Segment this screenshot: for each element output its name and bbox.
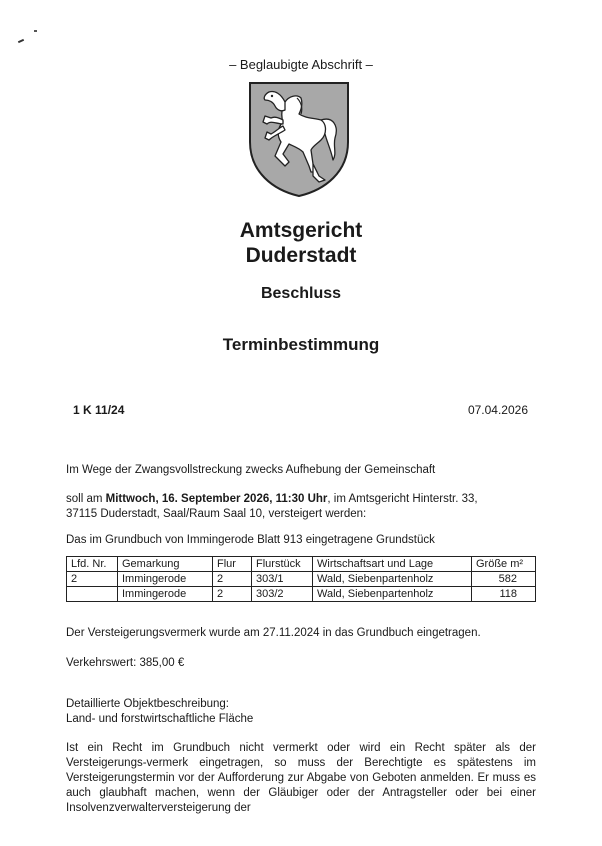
certified-copy-note: – Beglaubigte Abschrift – [229, 57, 373, 72]
file-number: 1 K 11/24 [73, 403, 125, 417]
document-date: 07.04.2026 [467, 403, 528, 417]
cell-lfd-nr [67, 587, 118, 602]
object-description: Land- und forstwirtschaftliche Fläche [66, 713, 254, 725]
scan-speck [34, 30, 37, 32]
table-header-row [67, 557, 536, 572]
auction-location: , im Amtsgericht Hinterstr. 33, [327, 493, 478, 505]
cell-lfd-nr: 2 [67, 572, 118, 587]
cell-gemarkung: Immingerode [118, 587, 213, 602]
cell-flurstueck: 303/1 [252, 572, 313, 587]
auction-prefix: soll am [66, 493, 106, 505]
auction-date-paragraph [66, 492, 536, 522]
cell-groesse: 582 [472, 572, 536, 587]
cell-flurstueck: 303/2 [252, 587, 313, 602]
cell-flur: 2 [213, 587, 252, 602]
cell-wirtschaftsart: Wald, Siebenpartenholz [313, 572, 472, 587]
court-name-line2: Duderstadt [245, 244, 357, 267]
cell-wirtschaftsart: Wald, Siebenpartenholz [313, 587, 472, 602]
vermerk-paragraph: Der Versteigerungsvermerk wurde am 27.11.2024 in das Grundbuch eingetragen. [66, 627, 481, 639]
plots-table [66, 556, 536, 602]
col-header-wirtschaftsart: Wirtschaftsart und Lage [313, 557, 472, 572]
col-header-flur: Flur [213, 557, 252, 572]
court-name [0, 218, 602, 268]
object-description-title: Detaillierte Objektbeschreibung: [66, 698, 230, 710]
auction-location-line2: 37115 Duderstadt, Saal/Raum Saal 10, versteigert werden: [66, 508, 367, 520]
intro-paragraph: Im Wege der Zwangsvollstreckung zwecks Aufhebung der Gemeinschaft [66, 464, 436, 476]
cell-groesse: 118 [472, 587, 536, 602]
table-row [67, 587, 536, 602]
horse-crest-icon [247, 80, 351, 198]
cell-flur: 2 [213, 572, 252, 587]
court-name-line1: Amtsgericht [239, 219, 363, 242]
scan-speck [18, 39, 24, 43]
document-subject: Terminbestimmung [222, 335, 380, 354]
table-row [67, 572, 536, 587]
col-header-lfd-nr: Lfd. Nr. [67, 557, 118, 572]
land-register-paragraph: Das im Grundbuch von Immingerode Blatt 913 eingetragene Grundstück [66, 534, 435, 546]
col-header-groesse: Größe m² [472, 557, 536, 572]
auction-datetime: Mittwoch, 16. September 2026, 11:30 Uhr [105, 493, 328, 505]
cell-gemarkung: Immingerode [118, 572, 213, 587]
rights-paragraph: Ist ein Recht im Grundbuch nicht vermerkt oder wird ein Recht später als der Versteigerungs-vermerk eingetragen, so muss der Berechtigte es spätestens im Versteigerungstermin vor der Aufforderung zur Abgabe von Geboten anmelden. Er muss es auch glaubhaft machen, wenn der Gläubiger oder der Antragsteller oder bei einer Insolvenzverwalterversteigerung der [66, 742, 536, 814]
col-header-flurstueck: Flurstück [252, 557, 313, 572]
document-type: Beschluss [260, 285, 342, 302]
market-value: Verkehrswert: 385,00 € [66, 657, 185, 669]
col-header-gemarkung: Gemarkung [118, 557, 213, 572]
